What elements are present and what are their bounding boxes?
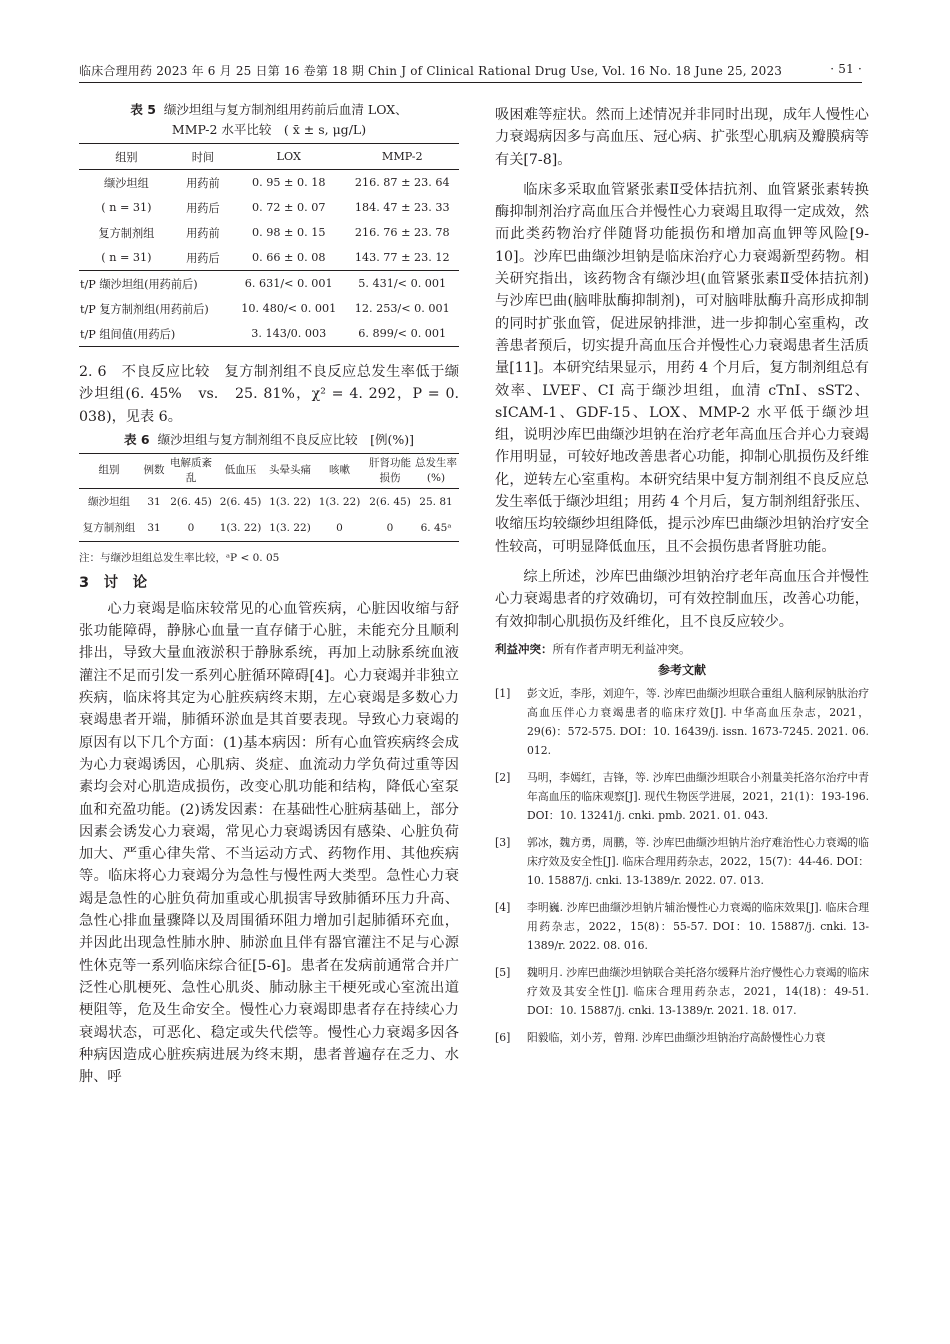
table5-title-line2: MMP-2 水平比较 ( x̄ ± s, μg/L) — [171, 122, 367, 137]
left-column — [79, 100, 459, 1088]
coi-label: 利益冲突： — [495, 641, 553, 656]
table-cell: 1(3. 22) — [268, 515, 312, 542]
table-cell: 缬沙坦组 — [88, 496, 130, 509]
table-cell: t/P 组间值(用药后) — [79, 321, 232, 347]
table-cell: 0. 98 ± 0. 15 — [252, 226, 326, 239]
reference-item — [495, 1028, 869, 1047]
section-2-6-paragraph: 2. 6 不良反应比较 复方制剂组不良反应总发生率低于缬沙坦组(6. 45% vs. 25. 81%，χ² = 4. 292，P = 0. 038)，见表 6。 — [79, 364, 459, 425]
table-cell: 216. 87 ± 23. 64 — [354, 176, 450, 189]
table5-col-mmp2: MMP-2 — [345, 144, 459, 170]
table-row — [79, 170, 459, 196]
table-cell: 0 — [169, 515, 213, 542]
reference-item — [495, 963, 869, 1020]
table5-header-row — [79, 144, 459, 170]
table-cell: 复方制剂组 — [98, 226, 155, 240]
reference-item — [495, 768, 869, 825]
table5-label: 表 5 — [130, 102, 156, 117]
table6-col-n: 例数 — [139, 453, 169, 488]
table-row — [79, 296, 459, 321]
table6-col-liver-kidney: 肝肾功能损伤 — [367, 453, 413, 488]
table-cell: ( n = 31) — [101, 201, 152, 214]
reference-number: [2] — [495, 770, 511, 784]
right-column — [495, 104, 869, 1055]
references-heading: 参考文献 — [657, 662, 706, 677]
table6-col-cough: 咳嗽 — [312, 453, 367, 488]
section-3-heading: 3 讨 论 — [79, 574, 148, 591]
table-row — [79, 195, 459, 220]
table-cell: 0 — [367, 515, 413, 542]
table-cell: 12. 253/< 0. 001 — [354, 302, 450, 315]
table-cell: 0. 66 ± 0. 08 — [252, 251, 326, 264]
table-cell: 用药后 — [186, 251, 220, 265]
table6 — [79, 453, 459, 542]
reference-number: [1] — [495, 686, 511, 700]
reference-text: 郭冰，魏方勇，周鹏，等. 沙库巴曲缬沙坦钠片治疗难治性心力衰竭的临床疗效及安全性[J]. 临床合理用药杂志，2022，15(7)：44-46. DOI：10. 15887/j. cnki. 13-1389/r. 2022. 07. 013. — [527, 835, 869, 887]
table-row — [79, 515, 459, 542]
discussion-paragraph-3: 综上所述，沙库巴曲缬沙坦钠治疗老年高血压合并慢性心力衰竭患者的疗效确切，可有效控制血压，改善心功能，有效抑制心肌损伤及纤维化，且不良反应较少。 — [495, 568, 869, 630]
table-cell: 用药后 — [186, 201, 220, 215]
table-cell: 复方制剂组 — [79, 515, 139, 542]
page-number: · 51 · — [830, 62, 862, 76]
table-cell: 6. 899/< 0. 001 — [345, 321, 459, 347]
table-cell: t/P 缬沙坦组(用药前后) — [79, 271, 232, 297]
header-rule — [79, 82, 862, 83]
reference-text: 马明，李嫣红，吉锋，等. 沙库巴曲缬沙坦联合小剂量美托洛尔治疗中青年高血压的临床观察[J]. 现代生物医学进展，2021，21(1)：193-196. DOI：10. 13241/j. cnki. pmb. 2021. 01. 043. — [527, 770, 869, 822]
discussion-paragraph-1-continued: 吸困难等症状。然而上述情况并非同时出现，成年人慢性心力衰竭病因多与高血压、冠心病、扩张型心肌病及瓣膜病等有关[7-8]。 — [495, 107, 869, 168]
table5-title: 缬沙坦组与复方制剂组用药前后血清 LOX、 — [163, 102, 408, 117]
table-cell: 1(3. 22) — [213, 515, 268, 542]
table-cell: 6. 631/< 0. 001 — [232, 271, 345, 297]
table-cell: 10. 480/< 0. 001 — [241, 302, 337, 315]
table-cell: 143. 77 ± 23. 12 — [354, 251, 450, 264]
coi-text: 所有作者声明无利益冲突。 — [552, 641, 691, 656]
table5-caption — [79, 100, 459, 140]
table-row — [79, 488, 459, 515]
table-cell: 5. 431/< 0. 001 — [345, 271, 459, 297]
reference-number: [5] — [495, 965, 511, 979]
table6-caption — [79, 430, 459, 450]
reference-text: 阳毅临，刘小芳，曾翔. 沙库巴曲缬沙坦钠治疗高龄慢性心力衰 — [527, 1030, 826, 1044]
table5 — [79, 143, 459, 347]
reference-text: 彭文近，李彤，刘迎午，等. 沙库巴曲缬沙坦联合重组人脑利尿钠肽治疗高血压伴心力衰竭患者的临床疗效[J]. 中华高血压杂志，2021，29(6)：572-575. DOI：10. 16439/j. issn. 1673-7245. 2021. 06. 012. — [527, 686, 869, 757]
table-cell: 用药前 — [186, 226, 220, 240]
table-row — [79, 321, 459, 347]
running-header: 临床合理用药 2023 年 6 月 25 日第 16 卷第 18 期 Chin J of Clinical Rational Drug Use, Vol. 16 No. 18 June 25, 2023 — [79, 64, 783, 78]
table-row — [79, 220, 459, 245]
table6-label: 表 6 — [124, 431, 150, 447]
discussion-paragraph-1: 心力衰竭是临床较常见的心血管疾病，心脏因收缩与舒张功能障碍，静脉心血量一直存储于心脏，未能充分且顺利排出，导致大量血液淤积于静脉系统，再加上动脉系统血液灌注不足而引发一系列心脏循环障碍[4]。心力衰竭并非独立疾病，临床将其定为心脏疾病终末期，左心衰竭是多数心力衰竭患者开端，肺循环淤血是其首要表现。导致心力衰竭的原因有以下几个方面：(1)基本病因：所有心血管疾病终会成为心力衰竭诱因，心肌病、炎症、血流动力学负荷过重等因素均会对心肌造成损伤，改变心肌功能和结构，降低心室泵血和充盈功能。(2)诱发因素：在基础性心脏病基础上，部分因素会诱发心力衰竭，常见心力衰竭诱因有感染、心脏负荷加大、严重心律失常、不当运动方式、药物作用、其他疾病等。临床将心力衰竭分为急性与慢性两大类型。急性心力衰竭是急性的心脏负荷加重或心肌损害导致肺循环压力升高、急性心排血量骤降以及周围循环阻力增加引起肺循环充血，并因此出现急性肺水肿、肺淤血且伴有器官灌注不足与心源性休克等一系列临床综合征[5-6]。患者在发病前通常合并广泛性心肌梗死、急性心肌炎、肺动脉主干梗死或心室流出道梗阻等，危及生命安全。慢性心力衰竭即患者存在持续心力衰竭状态，可恶化、稳定或失代偿等。慢性心力衰竭多因各种病因造成心脏疾病进展为终末期，患者普遍存在乏力、水肿、呼 — [79, 600, 459, 1086]
table-cell: 2(6. 45) — [170, 495, 212, 508]
table6-col-hypotension: 低血压 — [213, 453, 268, 488]
table-row — [79, 271, 459, 297]
table-cell: 0. 72 ± 0. 07 — [252, 201, 326, 214]
table6-header-row — [79, 453, 459, 488]
reference-item — [495, 833, 869, 890]
table6-col-group: 组别 — [79, 453, 139, 488]
table-cell: 2(6. 45) — [369, 495, 411, 508]
table-cell: 25. 81 — [419, 495, 453, 508]
table-cell: ( n = 31) — [101, 251, 152, 264]
table6-col-dizziness: 头晕头痛 — [268, 453, 312, 488]
table6-title: 缬沙坦组与复方制剂组不良反应比较 [例(%)] — [157, 431, 414, 447]
discussion-paragraph-2: 临床多采取血管紧张素Ⅱ受体拮抗剂、血管紧张素转换酶抑制剂治疗高血压合并慢性心力衰竭且取得一定成效，然而此类药物治疗伴随肾功能损伤和增加高血钾等风险[9-10]。沙库巴曲缬沙坦钠是临床治疗心力衰竭新型药物。相关研究指出，该药物含有缬沙坦(血管紧张素Ⅱ受体拮抗剂)与沙库巴曲(脑啡肽酶抑制剂)，可对脑啡肽酶升高形成抑制的同时扩张血管，促进尿钠排泄，进一步抑制心室重构，改善患者预后，切实提升高血压合并慢性心力衰竭患者生活质量[11]。本研究结果显示，用药 4 个月后，复方制剂组总有效率、LVEF、CI 高于缬沙坦组，血清 cTnI、sST2、sICAM-1、GDF-15、LOX、MMP-2 水平低于缬沙坦组，说明沙库巴曲缬沙坦钠在治疗老年高血压合并心力衰竭作用明显，可较好地改善患者心功能，抑制心肌损伤及纤维化，逆转左心室重构。本研究结果中复方制剂组不良反应总发生率低于缬沙坦组；用药 4 个月后，复方制剂组舒张压、收缩压均较缬纱坦组降低，提示沙库巴曲缬沙坦钠治疗安全性较高，可明显降低血压，且不会损伤患者肾脏功能。 — [495, 181, 869, 555]
table5-col-lox: LOX — [232, 144, 345, 170]
table-cell: 缬沙坦组 — [104, 176, 149, 190]
reference-item — [495, 684, 869, 760]
reference-number: [6] — [495, 1030, 511, 1044]
table-cell: 31 — [139, 515, 169, 542]
table-cell: 1(3. 22) — [318, 495, 361, 508]
table-cell: 0. 95 ± 0. 18 — [252, 176, 326, 189]
table-cell: 用药前 — [186, 176, 220, 190]
conflict-of-interest — [495, 639, 869, 659]
table6-col-total: 总发生率(%) — [413, 453, 459, 488]
table6-col-electrolyte: 电解质紊乱 — [169, 453, 213, 488]
table-cell: t/P 复方制剂组(用药前后) — [80, 302, 209, 316]
table-cell: 6. 45ᵃ — [413, 515, 459, 542]
table5-col-group: 组别 — [79, 144, 174, 170]
table-cell: 184. 47 ± 23. 33 — [354, 201, 450, 214]
table-cell: 216. 76 ± 23. 78 — [354, 226, 450, 239]
table-cell: 2(6. 45) — [219, 495, 262, 508]
table-cell: 0 — [312, 515, 367, 542]
table-cell: 1(3. 22) — [269, 495, 311, 508]
reference-text: 李明巍. 沙库巴曲缬沙坦钠片辅治慢性心力衰竭的临床效果[J]. 临床合理用药杂志，2022，15(8)：55-57. DOI：10. 15887/j. cnki. 13-1389/r. 2022. 08. 016. — [527, 900, 869, 952]
reference-number: [3] — [495, 835, 511, 849]
table-cell: 3. 143/0. 003 — [232, 321, 345, 347]
reference-number: [4] — [495, 900, 511, 914]
table-cell: 31 — [147, 495, 161, 508]
table5-col-time: 时间 — [174, 144, 232, 170]
reference-text: 魏明月. 沙库巴曲缬沙坦钠联合美托洛尔缓释片治疗慢性心力衰竭的临床疗效及其安全性[J]. 临床合理用药杂志，2021，14(18)：49-51. DOI：10. 15887/j. cnki. 13-1389/r. 2021. 18. 017. — [527, 965, 869, 1017]
table-row — [79, 245, 459, 271]
reference-item — [495, 898, 869, 955]
table6-note: 注：与缬沙坦组总发生率比较，ᵃP < 0. 05 — [79, 551, 280, 564]
